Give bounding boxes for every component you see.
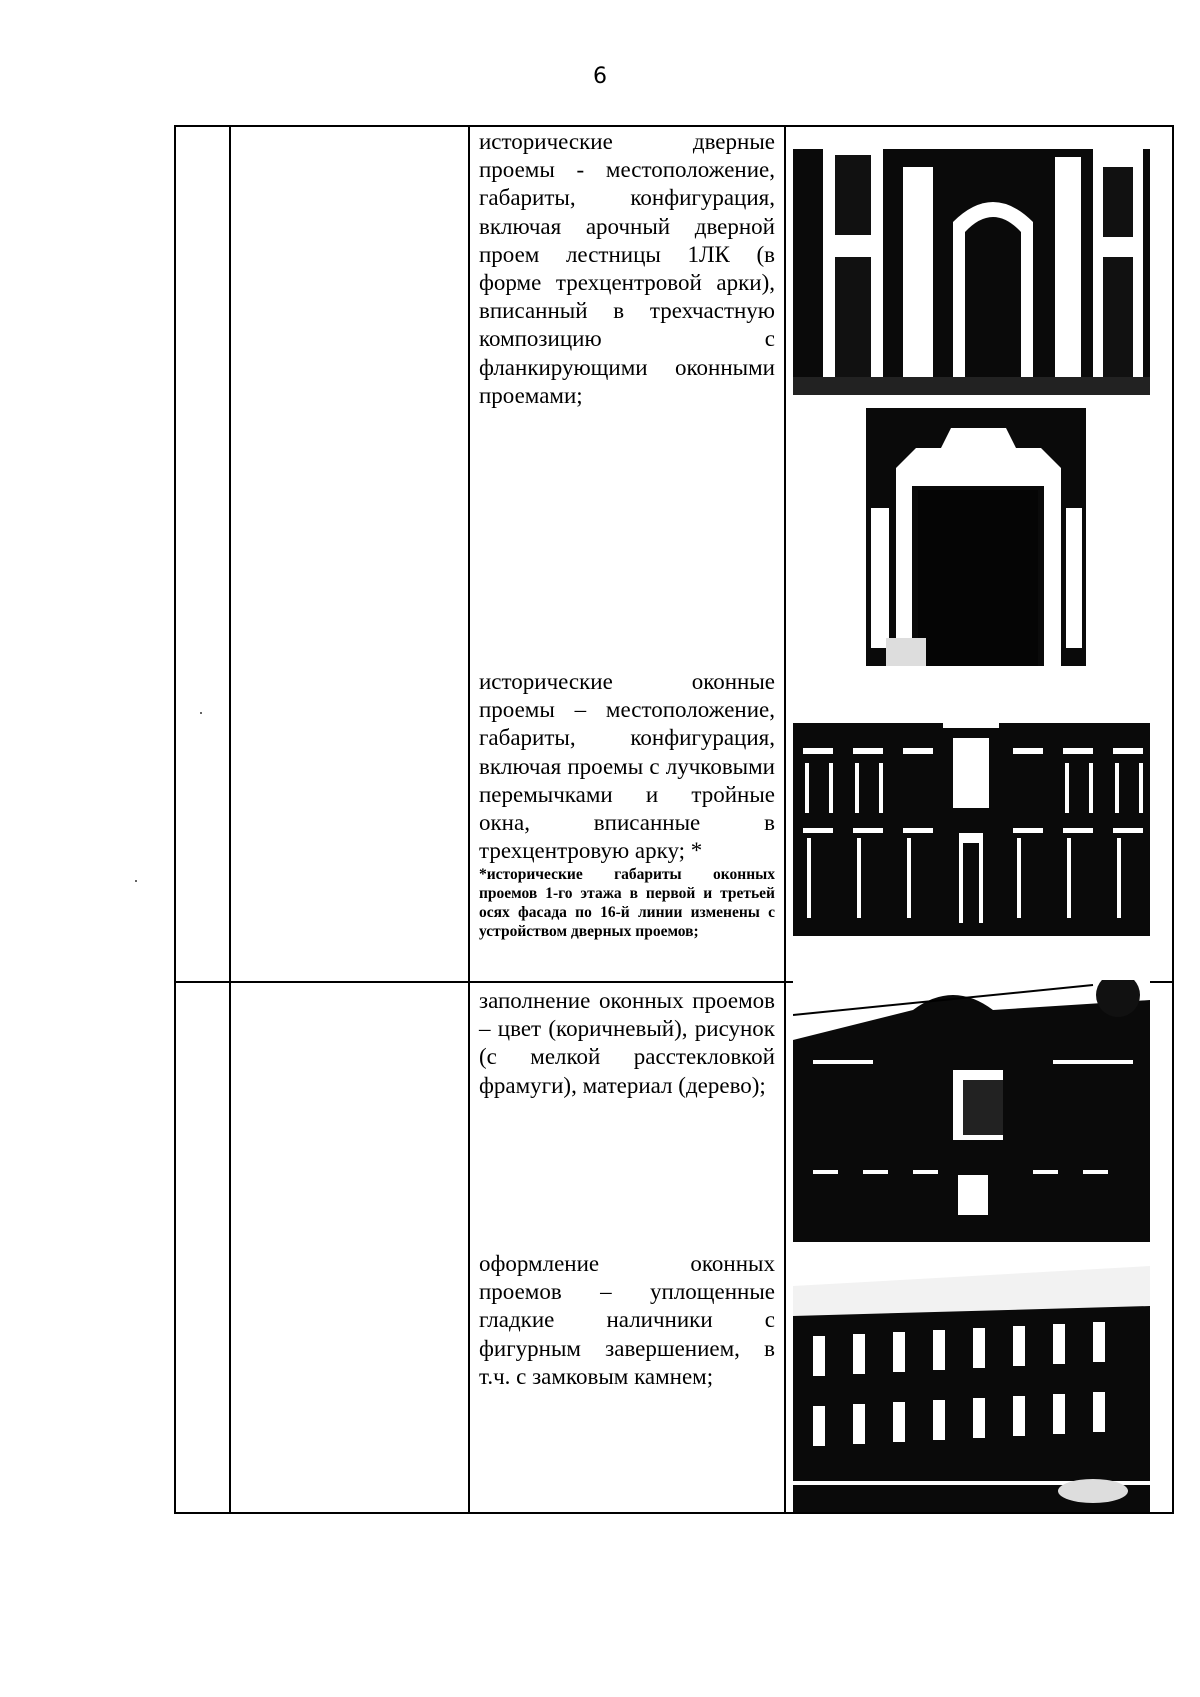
scan-speck: [135, 880, 137, 882]
table-border-left: [174, 125, 176, 1514]
door-openings-description: исторические дверные проемы - местоположение, габариты, конфигурация, включая арочный дверной проем лестницы 1ЛК (в форме трехцентровой арки), вписанный в трехчастную композицию с фланкирующими оконными проемами;: [479, 129, 775, 408]
window-fill-facade-photo: [793, 980, 1150, 1242]
table-border-right: [1172, 125, 1174, 1514]
window-openings-facade-photo: [793, 668, 1150, 936]
column-divider-3: [784, 125, 786, 1514]
column-divider-1: [229, 125, 231, 1514]
row2-item1-text: [479, 987, 775, 1100]
column-divider-2: [468, 125, 470, 1514]
window-openings-description: исторические оконные проемы – местоположение, габариты, конфигурация, включая проемы с лучковыми перемычками и тройные окна, вписанные в трехцентровую арку; *: [479, 669, 775, 864]
window-trim-street-photo: [793, 1246, 1150, 1512]
doorway-detail-photo: [866, 408, 1086, 666]
window-fill-description: заполнение оконных проемов – цвет (коричневый), рисунок (с мелкой расстекловкой фрамуги), материал (дерево);: [479, 988, 775, 1098]
page-number: 6: [593, 64, 607, 89]
window-trim-description: оформление оконных проемов – уплощенные гладкие наличники с фигурным завершением, в т.ч. с замковым камнем;: [479, 1251, 775, 1389]
doorway-facade-photo: [793, 127, 1150, 395]
row1-item1-text: [479, 128, 775, 410]
row1-item2-text: [479, 668, 775, 941]
row2-item2-text: [479, 1250, 775, 1391]
window-openings-footnote: *исторические габариты оконных проемов 1-го этажа в первой и третьей осях фасада по 16-й линии изменены с устройством дверных проемов;: [479, 866, 775, 941]
table-border-bottom: [174, 1512, 1174, 1514]
scan-speck: [200, 712, 202, 714]
